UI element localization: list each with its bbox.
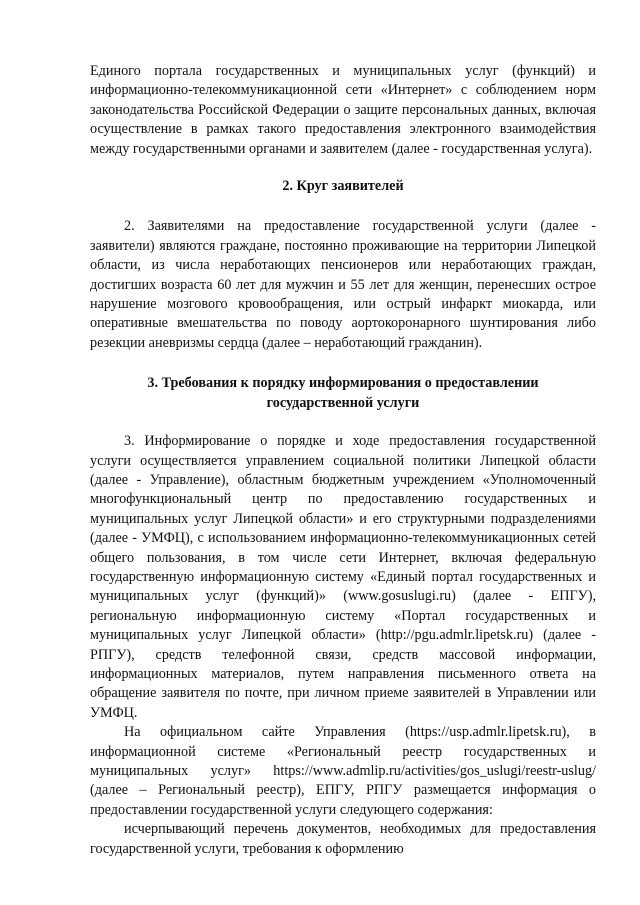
section-2-paragraph: 2. Заявителями на предоставление государственной услуги (далее - заявители) являются граждане, постоянно проживающие на территории Липецкой области, из числа неработающих пенсионеров или неработающих граждан, достигших возраста 60 лет для мужчин и 55 лет для женщин, перенесших острое нарушение мозгового кровообращения, или острый инфаркт миокарда, или оперативные вмешательства по поводу аортокоронарного шунтирования либо резекции аневризмы сердца (далее – неработающий гражданин).: [90, 218, 596, 351]
section-3-heading: [90, 374, 596, 413]
intro-paragraph: Единого портала государственных и муниципальных услуг (функций) и информационно-телекоммуникационной сети «Интернет» с соблюдением норм законодательства Российской Федерации о защите персональных данных, включая осуществление в рамках такого предоставления электронного взаимодействия между государственными органами и заявителем (далее - государственная услуга).: [90, 63, 596, 157]
section-2-heading: 2. Круг заявителей: [282, 178, 404, 195]
section-3-paragraph-2: На официальном сайте Управления (https://usp.admlr.lipetsk.ru), в информационной системе «Региональный реестр государственных и муниципальных услуг» https://www.admlip.ru/activities/gos_uslugi/reestr-uslug/ (далее – Региональный реестр), ЕПГУ, РПГУ размещается информация о предоставлении государственной услуги следующего содержания:: [90, 724, 596, 818]
section-3-heading-line-2: государственной услуги: [266, 394, 420, 411]
section-3-paragraph-1: 3. Информирование о порядке и ходе предоставления государственной услуги осуществляется управлением социальной политики Липецкой области (далее - Управление), областным бюджетным учреждением «Уполномоченный многофункциональный центр по предоставлению государственных и муниципальных услуг Липецкой области» и его структурными подразделениями (далее - УМФЦ), с использованием информационно-телекоммуникационных сетей общего пользования, в том числе сети Интернет, включая федеральную государственную информационную систему «Единый портал государственных и муниципальных услуг (функций)» (www.gosuslugi.ru) (далее - ЕПГУ), региональную информационную систему «Портал государственных и муниципальных услуг Липецкой области» (http://pgu.admlr.lipetsk.ru) (далее - РПГУ), средств телефонной связи, средств массовой информации, информационных материалов, путем направления письменного ответа на обращение заявителя по почте, при личном приеме заявителей в Управлении или УМФЦ.: [90, 433, 596, 721]
document-page: [90, 62, 596, 859]
section-3-paragraph-3: исчерпывающий перечень документов, необходимых для предоставления государственной услуги, требования к оформлению: [90, 821, 596, 857]
section-3-heading-line-1: 3. Требования к порядку информирования о предоставлении: [147, 375, 539, 392]
